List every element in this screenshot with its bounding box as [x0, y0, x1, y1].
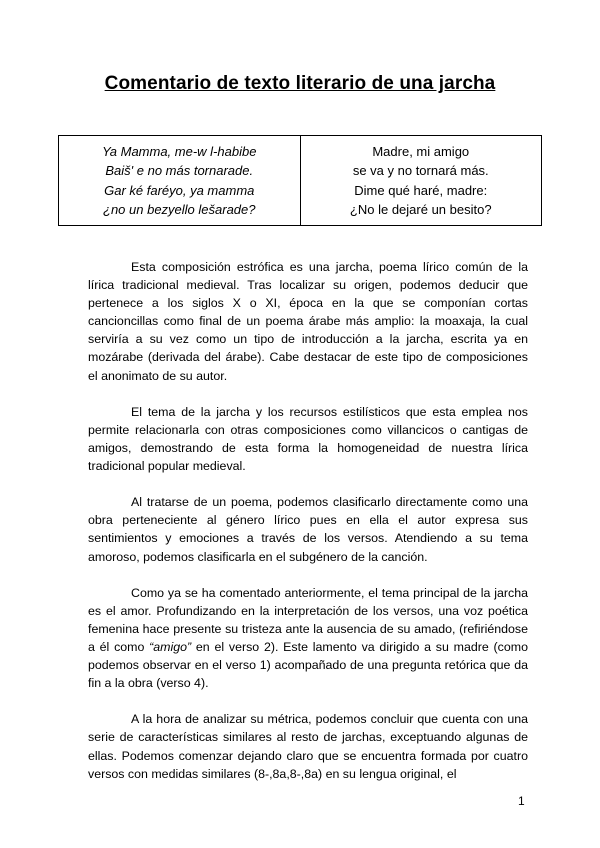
document-title: Comentario de texto literario de una jarcha: [104, 73, 496, 94]
paragraph-4: [88, 584, 528, 693]
paragraph-2: El tema de la jarcha y los recursos estilísticos que esta emplea nos permite relacionarla con otras composiciones como villancicos o cantigas de amigos, demostrando de esta forma la homogeneidad de nuestra lírica tradicional popular medieval.: [88, 404, 528, 474]
paragraph-4-end: en el verso 2). Este lamento va dirigido a su madre (como podemos observar en el verso 1) acompañado de una pregunta retórica que da fin a la obra (verso 4).: [88, 639, 528, 691]
paragraph-5: A la hora de analizar su métrica, podemos concluir que cuenta con una serie de características similares al resto de jarchas, exceptuando algunas de ellas. Podemos comenzar dejando claro que se encuentra formada por cuatro versos con medidas similares (8-,8a,8-,8a) en su lengua original, el: [88, 712, 528, 781]
poem-translation-verse: Madre, mi amigo: [372, 143, 470, 159]
body-text: [88, 258, 528, 801]
poem-original-verse: Ya Mamma, me-w l-habibe: [102, 143, 257, 159]
paragraph-3: Al tratarse de un poema, podemos clasificarlo directamente como una obra perteneciente al género lírico pues en ella el autor expresa sus sentimientos y emociones a través de los versos. Atendiendo a su tema amoroso, podemos clasificarla en el subgénero de la canción.: [88, 495, 528, 564]
paragraph-1: Esta composición estrófica es una jarcha, poema lírico común de la lírica tradicional medieval. Tras localizar su origen, podemos deducir que pertenece a los siglos X o XI, época en la que se componían cortas cancioncillas como final de un poema árabe más amplio: la moaxaja, la cual serviría a su vez como un tipo de introducción a la jarcha, escrita ya en mozárabe (derivada del árabe). Cabe destacar de este tipo de composiciones el anonimato de su autor.: [88, 260, 528, 383]
poem-original-verse: ¿no un bezyello lešarade?: [103, 202, 256, 217]
poem-translation-verse: se va y no tornará más.: [352, 163, 489, 178]
paragraph-4-start: Como ya se ha comentado anteriormente, el tema principal de la jarcha es el amor. Profundizando en la interpretación de los versos, una voz poética femenina hace presente su tristeza ante la ausencia de su amado, (refiriéndose a él como: [88, 585, 528, 654]
poem-translation-verse: Dime qué haré, madre:: [354, 182, 488, 198]
poem-original-column: [59, 136, 301, 225]
page-number: 1: [518, 794, 525, 808]
poem-translation-verse: ¿No le dejaré un besito?: [349, 202, 492, 217]
poem-original-verse: Baiš' e no más tornarade.: [105, 163, 254, 178]
poem-table: [58, 135, 542, 226]
quoted-word-amigo: “amigo”: [149, 639, 192, 654]
poem-translation-column: [301, 136, 542, 225]
poem-original-verse: Gar ké faréyo, ya mamma: [104, 182, 255, 198]
